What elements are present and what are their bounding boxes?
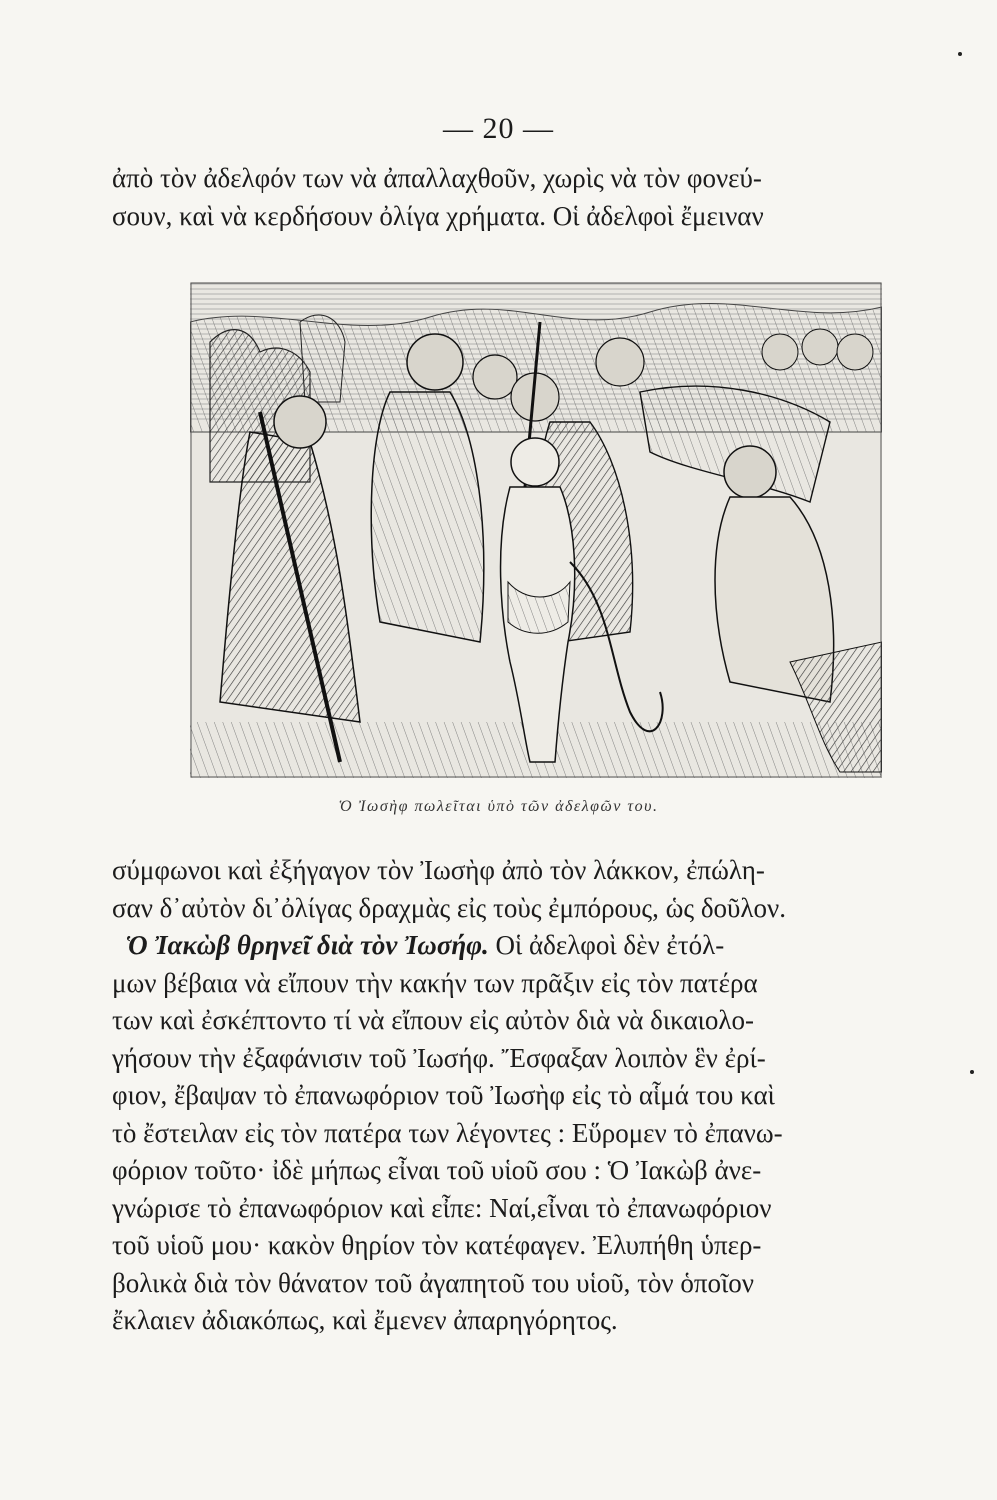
illustration-caption: Ὁ Ἰωσὴφ πωλεῖται ὑπὸ τῶν ἀδελφῶν του. xyxy=(338,798,659,815)
text-line: βολικὰ διὰ τὸν θάνατον τοῦ ἀγαπητοῦ του υἱοῦ, τὸν ὁποῖον xyxy=(112,1267,754,1298)
text-line: φιον, ἔβαψαν τὸ ἐπανωφόριον τοῦ Ἰωσὴφ εἰς τὸ αἷμά του καὶ xyxy=(112,1080,775,1110)
text-line: γήσουν τὴν ἐξαφάνισιν τοῦ Ἰωσήφ. Ἔσφαξαν λοιπὸν ἓν ἐρί- xyxy=(112,1042,766,1073)
engraving-joseph-sold-icon xyxy=(190,282,882,778)
page-number: — 20 — xyxy=(443,112,554,145)
print-speck xyxy=(958,52,962,56)
text-line xyxy=(112,927,962,965)
text-line: γνώρισε τὸ ἐπανωφόριον καὶ εἶπε: Ναί,εἶναι τὸ ἐπανωφόριον xyxy=(112,1192,772,1223)
text-line: σαν δ᾽αὐτὸν δι᾽ὀλίγας δραχμὰς εἰς τοὺς ἐμπόρους, ὡς δοῦλον. xyxy=(112,892,786,923)
text-line: τοῦ υἱοῦ μου· κακὸν θηρίον τὸν κατέφαγεν. Ἐλυπήθη ὑπερ- xyxy=(112,1230,762,1260)
text-line: σουν, καὶ νὰ κερδήσουν ὀλίγα χρήματα. Οἱ ἀδελφοὶ ἔμειναν xyxy=(112,200,764,231)
text-line: μων βέβαια νὰ εἴπουν τὴν κακήν των πρᾶξιν εἰς τὸν πατέρα xyxy=(112,967,758,998)
text-line: των καὶ ἐσκέπτοντο τί νὰ εἴπουν εἰς αὐτὸν διὰ νὰ δικαιολο- xyxy=(112,1005,754,1035)
text-line: τὸ ἔστειλαν εἰς τὸν πατέρα των λέγοντες : Εὕρομεν τὸ ἐπανω- xyxy=(112,1117,783,1148)
text-line: ἀπὸ τὸν ἀδελφόν των νὰ ἀπαλλαχθοῦν, χωρὶς νὰ τὸν φονεύ- xyxy=(112,163,762,193)
print-speck xyxy=(970,1070,974,1074)
engraving-illustration xyxy=(190,282,882,778)
paragraph-main xyxy=(112,852,962,1340)
text-fragment: Οἱ ἀδελφοὶ δὲν ἐτόλ- xyxy=(488,930,725,960)
section-heading: Ὁ Ἰακὼβ θρηνεῖ διὰ τὸν Ἰωσήφ. xyxy=(125,930,489,960)
text-line: σύμφωνοι καὶ ἐξήγαγον τὸν Ἰωσὴφ ἀπὸ τὸν λάκκον, ἐπώλη- xyxy=(112,855,765,885)
paragraph-top xyxy=(112,160,962,235)
text-line: φόριον τοῦτο· ἰδὲ μήπως εἶναι τοῦ υἱοῦ σου : Ὁ Ἰακὼβ ἀνε- xyxy=(112,1155,762,1185)
text-line: ἔκλαιεν ἀδιακόπως, καὶ ἔμενεν ἀπαρηγόρητος. xyxy=(112,1305,618,1335)
